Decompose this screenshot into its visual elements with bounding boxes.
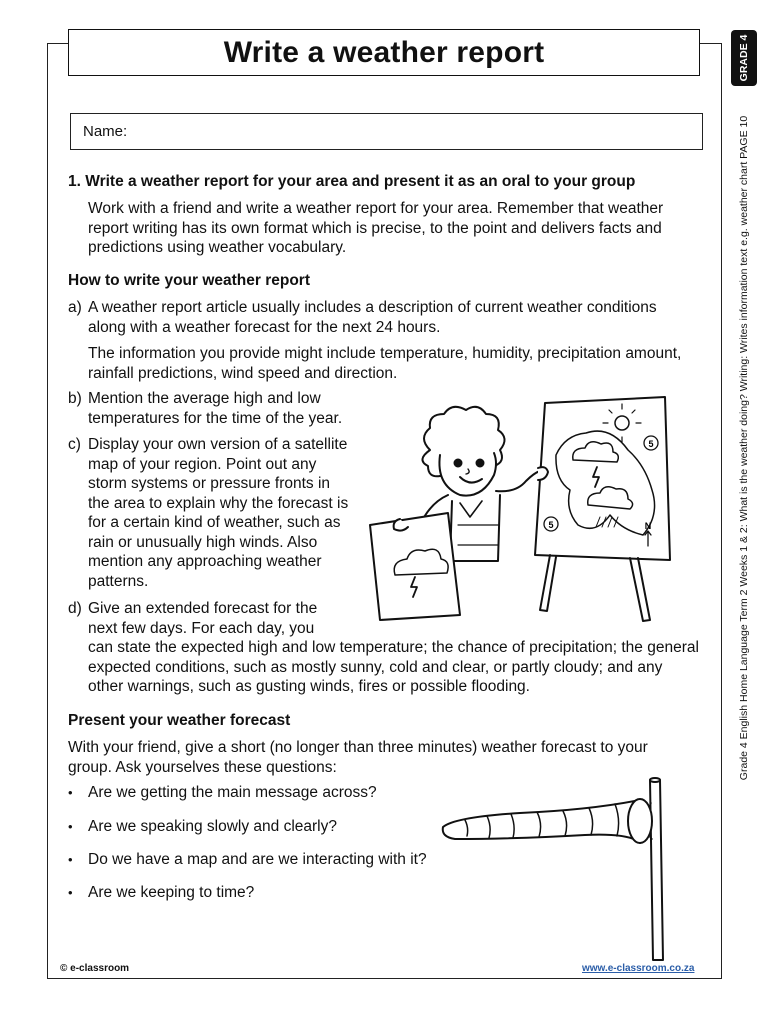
name-field[interactable] <box>70 113 703 150</box>
list-item-a-continued: The information you provide might include temperature, humidity, precipitation amount, rainfall predictions, wind speed and direction. <box>88 345 682 382</box>
map-label: 5 <box>648 439 654 449</box>
present-body: With your friend, give a short (no longer than three minutes) weather forecast to your group. Ask yourselves these questions: <box>68 739 648 776</box>
how-to-heading: How to write your weather report <box>68 272 311 289</box>
bullet-text: Are we keeping to time? <box>88 884 255 901</box>
item-text: Mention the average high and low temperatures for the time of the year. <box>88 390 343 427</box>
bullet-text: Are we getting the main message across? <box>88 784 377 801</box>
north-label: N <box>644 521 652 531</box>
bullet-icon: • <box>68 885 73 900</box>
name-label: Name: <box>83 123 128 140</box>
bullet-icon: • <box>68 785 73 800</box>
bullet-icon: • <box>68 852 73 867</box>
grade-label: GRADE 4 <box>738 34 750 82</box>
list-item-d-text-top: Give an extended forecast for the next few days. For each day, you <box>88 600 318 637</box>
bullet-text: Do we have a map and are we interacting with it? <box>88 851 427 868</box>
item-text: A weather report article usually includes a description of current weather conditions along with a weather forecast for the next 24 hours. <box>88 299 657 336</box>
bullet-icon: • <box>68 819 73 834</box>
question-1-heading: 1. Write a weather report for your area and present it as an oral to your group <box>68 173 636 190</box>
footer-website-link[interactable]: www.e-classroom.co.za <box>582 963 695 974</box>
item-marker: d) <box>68 600 82 617</box>
windsock-illustration <box>435 775 675 965</box>
map-label: 5 <box>548 520 554 530</box>
question-1-body: Work with a friend and write a weather report for your area. Remember that weather report writing has its own format which is precise, to the point and delivers facts and predictions using weather vocabulary. <box>88 200 664 256</box>
curriculum-sidebar-text: Grade 4 English Home Language Term 2 Weeks 1 & 2: What is the weather doing? Writing: Writes information text e.g. weather chart PAGE 10 <box>738 115 750 781</box>
item-marker: c) <box>68 436 81 453</box>
page-title: Write a weather report <box>223 35 545 69</box>
weather-presenter-illustration <box>360 395 680 625</box>
list-item-d-text-bottom: can state the expected high and low temperature; the chance of precipitation; the general expected conditions, such as mostly sunny, cold and clear, or partly cloudy; and any other warnings, such as gusting winds, fires or possible flooding. <box>88 639 699 695</box>
item-marker: b) <box>68 390 82 407</box>
bullet-text: Are we speaking slowly and clearly? <box>88 818 337 835</box>
present-heading: Present your weather forecast <box>68 712 291 729</box>
item-marker: a) <box>68 299 82 316</box>
title-box <box>68 29 700 76</box>
item-text: Display your own version of a satellite map of your region. Point out any storm systems or pressure fronts in the area to explain why the forecast is for a certain kind of weather, such as rain or unusually high winds. Also mention any approaching weather patterns. <box>88 436 349 590</box>
footer-copyright: © e-classroom <box>60 963 130 974</box>
